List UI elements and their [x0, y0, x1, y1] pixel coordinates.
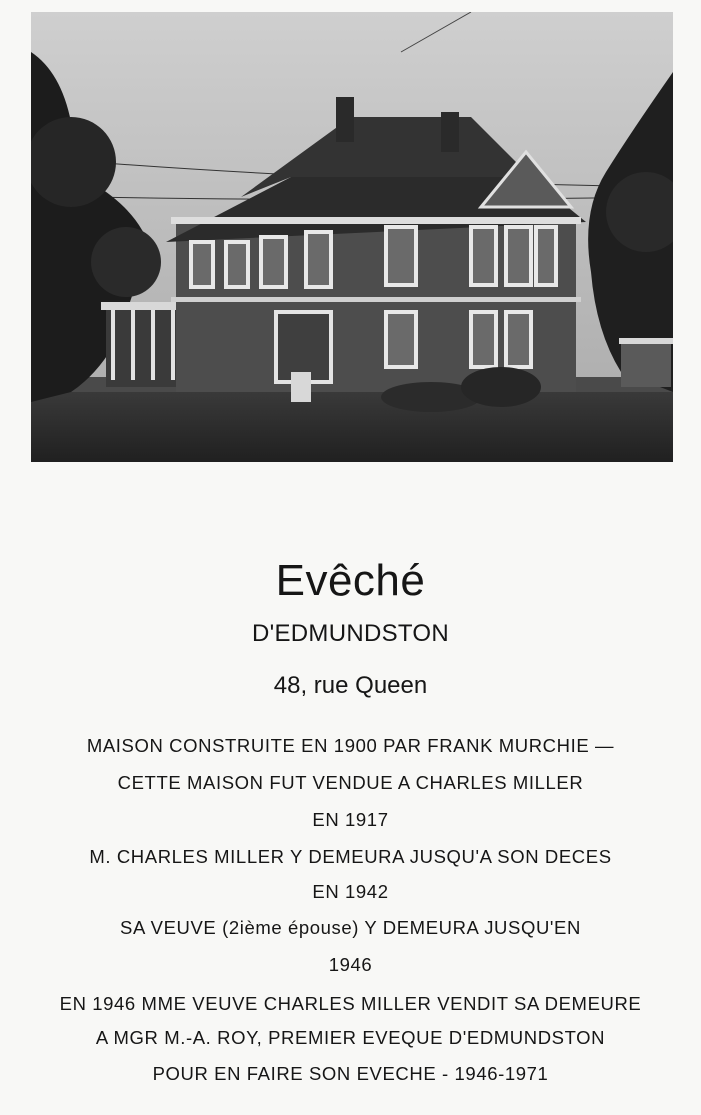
history-line: 1946 — [328, 954, 373, 975]
street-address: 48, rue Queen — [273, 672, 428, 699]
history-line: EN 1917 — [312, 809, 389, 830]
history-line: MAISON CONSTRUITE EN 1900 PAR FRANK MURCHIE — — [86, 735, 615, 756]
history-line: M. CHARLES MILLER Y DEMEURA JUSQU'A SON DECES — [89, 846, 612, 867]
history-line: CETTE MAISON FUT VENDUE A CHARLES MILLER — [117, 772, 584, 793]
page-title: Evêché — [275, 556, 426, 605]
page-subtitle: D'EDMUNDSTON — [251, 620, 450, 647]
history-line: EN 1942 — [312, 881, 389, 902]
history-line: POUR EN FAIRE SON EVECHE - 1946-1971 — [152, 1063, 549, 1084]
history-line: A MGR M.-A. ROY, PREMIER EVEQUE D'EDMUNDSTON — [95, 1027, 606, 1048]
history-line: EN 1946 MME VEUVE CHARLES MILLER VENDIT SA DEMEURE — [59, 993, 642, 1014]
history-line: SA VEUVE (2ième épouse) Y DEMEURA JUSQU'EN — [120, 917, 581, 938]
house-photograph — [31, 12, 673, 462]
